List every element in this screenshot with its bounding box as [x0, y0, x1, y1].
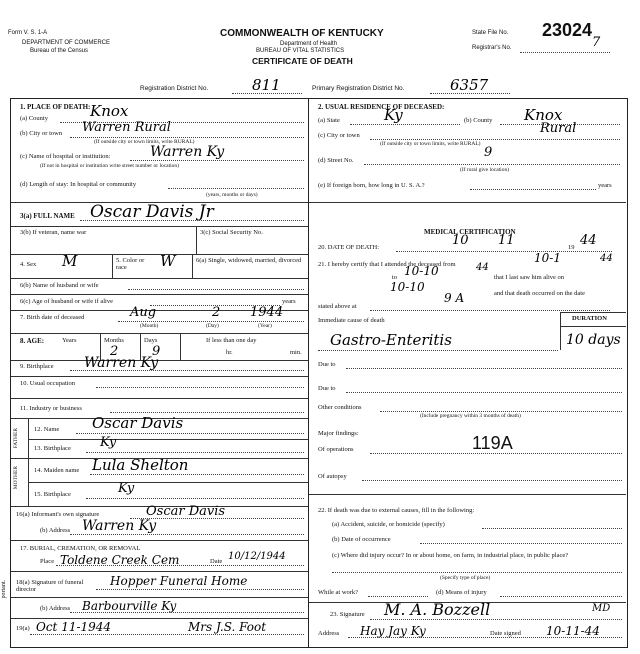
- occurrence-date-label: (b) Date of occurrence: [332, 536, 391, 543]
- birthplace-label: 9. Birthplace: [20, 363, 54, 370]
- informant-label: 16(a) Informant's own signature: [16, 511, 100, 518]
- physician-md: MD: [592, 603, 611, 614]
- hr-label: hr.: [226, 349, 233, 356]
- registrar-number: 7: [592, 35, 601, 50]
- burial-date: 10/12/1944: [228, 551, 286, 562]
- res-state: Ky: [384, 106, 403, 124]
- birth-day: 2: [212, 305, 221, 320]
- res-city-note: (If outside city or town limits, write RURAL): [380, 141, 481, 147]
- birth-month-caption: (Month): [140, 323, 159, 329]
- marital-label: 6(a) Single, widowed, married, divorced: [196, 257, 302, 264]
- stay-label: (d) Length of stay: In hospital or community: [20, 181, 137, 188]
- physician-address: Hay Jay Ky: [360, 624, 426, 638]
- physician-signature-label: 23. Signature: [330, 611, 365, 618]
- date-signed-label: Date signed: [490, 630, 521, 637]
- operations-label: Of operations: [318, 446, 354, 453]
- margin-note: portant.: [1, 580, 7, 599]
- death-month: 10: [452, 233, 469, 248]
- place-type-note: (Specify type of place): [440, 575, 491, 581]
- immediate-cause: Gastro-Enteritis: [330, 331, 452, 349]
- birth-day-caption: (Day): [206, 323, 219, 329]
- reg-district-label: Registration District No.: [140, 85, 209, 92]
- cause-duration: 10 days: [566, 332, 621, 348]
- funeral-director: Hopper Funeral Home: [110, 574, 248, 588]
- burial-place-label: Place: [40, 558, 55, 565]
- bureau-vital: BUREAU OF VITAL STATISTICS: [256, 48, 345, 54]
- res-street-note: (If rural give location): [460, 167, 510, 173]
- foreign-born-unit: years: [598, 182, 612, 189]
- attended-from: 10-1: [534, 251, 561, 265]
- time-of-death: 9 A: [444, 291, 465, 305]
- other-conditions-label: Other conditions: [318, 404, 362, 411]
- mother-birthplace: Ky: [118, 481, 135, 496]
- hospital-label: (c) Name of hospital or institution:: [20, 153, 111, 160]
- cert21-text-d: stated above at: [318, 303, 357, 310]
- father-birthplace: Ky: [100, 435, 117, 450]
- hospital: Warren Ky: [150, 144, 225, 160]
- birth-year: 1944: [250, 305, 284, 320]
- filed-label: 19(a): [16, 625, 30, 632]
- res-city-label: (c) City or town: [318, 132, 360, 139]
- funeral-address-label: (b) Address: [40, 605, 71, 612]
- due-to-1-label: Due to: [318, 361, 336, 368]
- burial-label: 17. BURIAL, CREMATION, OR REMOVAL: [20, 545, 141, 552]
- age-months: 2: [110, 344, 119, 359]
- birth-year-caption: (Year): [258, 323, 272, 329]
- cert21-text-c: and that death occurred on the date: [494, 290, 585, 297]
- spouse-age-unit: years: [282, 298, 296, 305]
- res-street-label: (d) Street No.: [318, 157, 354, 164]
- father-side-label: FATHER: [13, 428, 19, 449]
- mother-side-label: MOTHER: [13, 466, 19, 490]
- state-file-number: 23024: [542, 20, 593, 40]
- mother-maiden-name: Lula Shelton: [92, 456, 189, 474]
- res-street: 9: [484, 145, 493, 160]
- death-day: 11: [498, 233, 515, 248]
- hospital-note: (If not in hospital or institution write street number or location): [40, 163, 179, 169]
- res-city: Rural: [540, 121, 577, 136]
- pregnancy-note: (Include pregnancy within 3 months of death): [420, 413, 521, 419]
- social-security-label: 3(c) Social Security No.: [200, 229, 263, 236]
- husband-label: 6(b) Name of husband or wife: [20, 282, 99, 289]
- bureau-label: Bureau of the Census: [30, 48, 89, 54]
- informant-address: Warren Ky: [82, 518, 157, 534]
- dept-health: Department of Health: [280, 41, 338, 47]
- to-label: to: [392, 274, 398, 281]
- external-causes-label: 22. If death was due to external causes, fill in the following:: [318, 507, 475, 514]
- death-city-note: (If outside city or town limits, write RURAL): [94, 139, 195, 145]
- reg-district-number: 811: [252, 76, 281, 94]
- death-county-label: (a) County: [20, 115, 48, 122]
- usual-residence-label: 2. USUAL RESIDENCE OF DECEASED:: [318, 103, 445, 111]
- informant-signature: Oscar Davis: [146, 504, 226, 519]
- last-alive-date: 10-10: [390, 280, 425, 294]
- age-months-label: Months: [104, 337, 124, 344]
- death-county: Knox: [90, 102, 129, 120]
- department-label: DEPARTMENT OF COMMERCE: [22, 40, 111, 46]
- color-label: 5. Color or race: [116, 257, 145, 271]
- physician-address-label: Address: [318, 630, 340, 637]
- means-of-injury-label: (d) Means of injury: [436, 589, 487, 596]
- injury-where-label: (c) Where did injury occur? In or about home, on farm, in industrial place, in public place?: [332, 552, 569, 559]
- birth-month: Aug: [130, 305, 157, 320]
- registrar-label: Registrar's No.: [472, 45, 512, 51]
- state-file-label: State File No.: [472, 30, 509, 36]
- autopsy-label: Of autopsy: [318, 473, 347, 480]
- attended-from-year: 44: [600, 253, 613, 264]
- duration-heading: DURATION: [572, 315, 607, 322]
- immediate-cause-label: Immediate cause of death: [318, 317, 385, 324]
- registrar-signature: Mrs J.S. Foot: [188, 620, 267, 634]
- father-name-label: 12. Name: [34, 426, 60, 433]
- min-label: min.: [290, 349, 302, 356]
- age-label: 8. AGE:: [20, 337, 45, 345]
- filed-date: Oct 11-1944: [36, 620, 112, 634]
- occupation-label: 10. Usual occupation: [20, 380, 76, 387]
- operations-value: 119A: [472, 433, 513, 453]
- res-county: Knox: [524, 106, 563, 124]
- foreign-born-label: (e) If foreign born, how long in U. S. A.?: [318, 182, 425, 189]
- due-to-2-label: Due to: [318, 385, 336, 392]
- date-signed: 10-11-44: [546, 624, 600, 638]
- res-state-label: (a) State: [318, 117, 340, 124]
- spouse-age-label: 6(c) Age of husband or wife if alive: [20, 298, 113, 305]
- informant-address-label: (b) Address: [40, 527, 71, 534]
- stay-note: (years, months or days): [206, 192, 258, 198]
- less-day-label: If less than one day: [206, 337, 257, 344]
- form-number: Form V. S. 1-A: [8, 30, 48, 36]
- sex-label: 4. Sex: [20, 261, 37, 268]
- burial-date-label: Date: [210, 558, 223, 565]
- primary-reg-number: 6357: [450, 76, 489, 94]
- primary-reg-label: Primary Registration District No.: [312, 85, 405, 92]
- father-name: Oscar Davis: [92, 414, 184, 432]
- funeral-address: Barbourville Ky: [82, 599, 177, 613]
- sex: M: [62, 252, 78, 270]
- place-of-death-label: 1. PLACE OF DEATH:: [20, 103, 91, 111]
- death-year: 44: [580, 233, 597, 248]
- mother-birthplace-label: 15. Birthplace: [34, 491, 71, 498]
- res-county-label: (b) County: [464, 117, 493, 124]
- cert21-text-a: 21. I hereby certify that I attended the deceased from: [318, 261, 456, 268]
- at-work-label: While at work?: [318, 589, 359, 596]
- full-name-label: 3(a) FULL NAME: [20, 212, 75, 220]
- burial-place: Toldene Creek Cem: [60, 553, 180, 567]
- major-findings-label: Major findings:: [318, 430, 359, 437]
- full-name: Oscar Davis Jr: [90, 202, 214, 222]
- birthplace: Warren Ky: [84, 355, 159, 371]
- death-city: Warren Rural: [82, 120, 171, 135]
- certificate-title: CERTIFICATE OF DEATH: [252, 56, 353, 66]
- industry-label: 11. Industry or business: [20, 405, 82, 412]
- date-of-death-label: 20. DATE OF DEATH:: [318, 244, 380, 251]
- attended-to-year: 44: [476, 262, 489, 273]
- mother-name-label: 14. Maiden name: [34, 467, 80, 474]
- cert21-text-b: that I last saw him alive on: [494, 274, 565, 281]
- medical-cert-heading: MEDICAL CERTIFICATION: [424, 228, 516, 236]
- color-race: W: [160, 252, 176, 270]
- birth-date-label: 7. Birth date of deceased: [20, 314, 85, 321]
- veteran-label: 3(b) If veteran, name war: [20, 229, 87, 236]
- father-birthplace-label: 13. Birthplace: [34, 445, 71, 452]
- accident-label: (a) Accident, suicide, or homicide (specify): [332, 521, 445, 528]
- physician-signature: M. A. Bozzell: [384, 600, 491, 619]
- age-years-label: Years: [62, 337, 77, 344]
- attended-to: 10-10: [404, 264, 439, 278]
- funeral-director-label: 18(a) Signature of funeral director: [16, 579, 84, 593]
- state-heading: COMMONWEALTH OF KENTUCKY: [220, 28, 384, 39]
- age-days-label: Days: [144, 337, 158, 344]
- death-city-label: (b) City or town: [20, 130, 63, 137]
- age-days: 9: [152, 344, 161, 359]
